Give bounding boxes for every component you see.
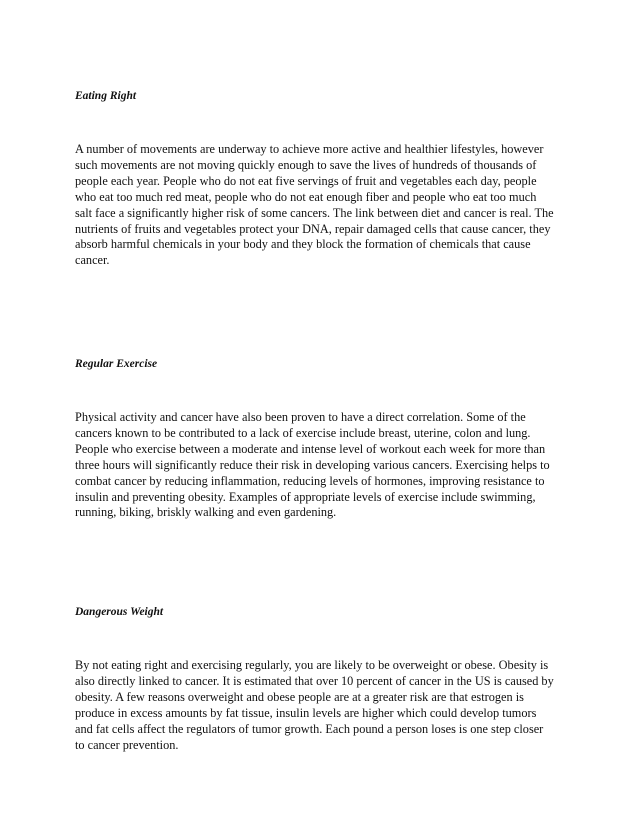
text-line: running, biking, briskly walking and even gardening. xyxy=(75,505,337,520)
text-line: absorb harmful chemicals in your body and they block the formation of chemicals that cause xyxy=(75,237,531,252)
heading-eating-right: Eating Right xyxy=(75,90,137,102)
text-line: By not eating right and exercising regularly, you are likely to be overweight or obese. Obesity is xyxy=(75,658,549,672)
text-line: such movements are not moving quickly enough to save the lives of hundreds of thousands of xyxy=(75,157,537,172)
text-line: cancer. xyxy=(75,253,110,268)
text-line: insulin and preventing obesity. Examples of appropriate levels of exercise include swimming, xyxy=(75,489,536,504)
text-line: cancers known to be contributed to a lack of exercise include breast, uterine, colon and lung. xyxy=(75,425,531,440)
text-line: three hours will significantly reduce their risk in developing various cancers. Exercising helps to xyxy=(75,457,550,472)
heading-dangerous-weight: Dangerous Weight xyxy=(75,606,164,618)
text-line: and fat cells affect the regulators of tumor growth. Each pound a person loses is one step closer xyxy=(75,721,544,736)
text-line: produce in excess amounts by fat tissue, insulin levels are higher which could develop tumors xyxy=(75,705,537,720)
text-line: combat cancer by reducing inflammation, reducing levels of hormones, improving resistance to xyxy=(75,473,545,488)
heading-regular-exercise: Regular Exercise xyxy=(75,358,158,370)
text-line: nutrients of fruits and vegetables protect your DNA, repair damaged cells that cause cancer, they xyxy=(75,221,551,236)
text-line: Physical activity and cancer have also been proven to have a direct correlation. Some of the xyxy=(75,410,526,424)
text-line: to cancer prevention. xyxy=(75,737,179,752)
text-line: people each year. People who do not eat five servings of fruit and vegetables each day, people xyxy=(75,173,537,188)
text-line: also directly linked to cancer. It is estimated that over 10 percent of cancer in the US is caused by xyxy=(75,673,554,688)
paragraph-eating-right xyxy=(75,142,575,269)
paragraph-dangerous-weight xyxy=(75,658,575,753)
text-line: who eat too much red meat, people who do not eat enough fiber and people who eat too much xyxy=(75,189,537,204)
text-line: People who exercise between a moderate and intense level of workout each week for more than xyxy=(75,441,546,456)
text-line: obesity. A few reasons overweight and obese people are at a greater risk are that estrogen is xyxy=(75,689,524,704)
text-line: A number of movements are underway to achieve more active and healthier lifestyles, however xyxy=(75,142,544,156)
paragraph-regular-exercise xyxy=(75,410,575,521)
text-line: salt face a significantly higher risk of some cancers. The link between diet and cancer is real. The xyxy=(75,205,554,220)
